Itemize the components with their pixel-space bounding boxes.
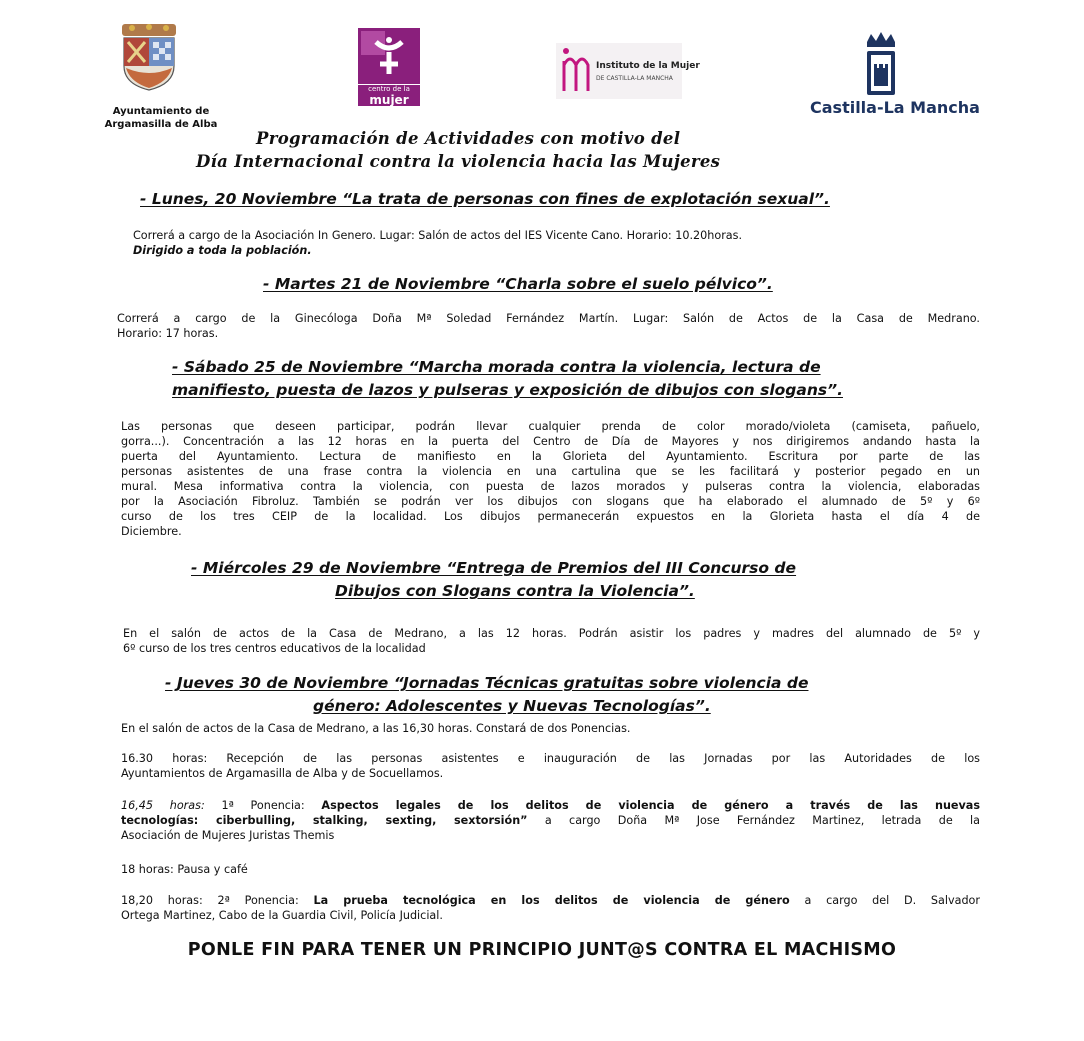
ponencia2-speaker: a cargo del D. Salvador	[789, 894, 980, 907]
instituto-m-icon	[558, 43, 594, 99]
instituto-line1: Instituto de la Mujer	[596, 61, 700, 71]
pause-line: 18 horas: Pausa y café	[121, 863, 248, 876]
ponencia1-time: 16,45 horas:	[121, 799, 205, 812]
event-jueves-reception	[121, 751, 980, 781]
event-jueves-ponencia2	[121, 893, 980, 923]
event-lunes-body	[133, 228, 980, 258]
event-sabado-title-line1: - Sábado 25 de Noviembre “Marcha morada contra la violencia, lectura de	[172, 358, 821, 376]
ponencia2-line2: Ortega Martinez, Cabo de la Guardia Civil, Policía Judicial.	[121, 909, 443, 922]
instituto-mujer-logo	[556, 43, 700, 99]
ponencia1-title-b: tecnologías: ciberbulling, stalking, sexting, sextorsión”	[121, 814, 528, 827]
centro-logo-big-text: mujer	[369, 93, 409, 107]
event-martes-line1: Correrá a cargo de la Ginecóloga Doña Mª Soledad Fernández Martín. Lugar: Salón de Actos de la Casa de Medrano.	[117, 312, 980, 325]
clm-name-text: Castilla-La Mancha	[810, 98, 980, 117]
event-sabado-body	[121, 419, 980, 539]
castilla-la-mancha-logo	[810, 32, 980, 122]
ponencia1-line3: Asociación de Mujeres Juristas Themis	[121, 829, 335, 842]
event-jueves-title-line2: género: Adolescentes y Nuevas Tecnologías”.	[313, 697, 711, 715]
centro-logo-small-text: centro de la	[368, 85, 410, 93]
event-jueves-pause	[121, 862, 980, 877]
event-jueves-reception-line1: 16.30 horas: Recepción de las personas asistentes e inauguración de las Jornadas por las Autoridades de los	[121, 752, 980, 765]
event-martes-body	[117, 311, 980, 341]
event-lunes-line1: Correrá a cargo de la Asociación In Genero. Lugar: Salón de actos del IES Vicente Cano. Horario: 10.20horas.	[133, 229, 743, 242]
instituto-line2: DE CASTILLA-LA MANCHA	[596, 75, 673, 82]
event-martes-title: - Martes 21 de Noviembre “Charla sobre el suelo pélvico”.	[263, 275, 773, 293]
event-miercoles-title-line1: - Miércoles 29 de Noviembre “Entrega de Premios del III Concurso de	[191, 559, 797, 577]
event-sabado-line: mural. Mesa informativa contra la violencia, con puesta de lazos morados y pulseras contra la violencia, elaboradas	[121, 480, 980, 493]
event-sabado-line: puerta del Ayuntamiento. Lectura de manifiesto en la Glorieta del Ayuntamiento. Escritura por parte de las	[121, 450, 980, 463]
event-miercoles-line1: En el salón de actos de la Casa de Medrano, a las 12 horas. Podrán asistir los padres y madres del alumnado de 5º y	[123, 627, 980, 640]
heading-line1: Programación de Actividades con motivo del	[256, 129, 681, 148]
closing-slogan: PONLE FIN PARA TENER UN PRINCIPIO JUNT@S CONTRA EL MACHISMO	[187, 940, 897, 960]
centro-mujer-logo	[358, 28, 420, 106]
event-jueves-ponencia1	[121, 798, 980, 843]
ponencia1-speaker: a cargo Doña Mª Jose Fernández Martinez, letrada de la	[527, 814, 981, 827]
ponencia2-title: La prueba tecnológica en los delitos de violencia de género	[313, 894, 790, 907]
ayuntamiento-caption-line1: Ayuntamiento de	[112, 106, 210, 117]
ponencia2-label: 18,20 horas: 2ª Ponencia:	[121, 894, 314, 907]
event-miercoles-body	[123, 626, 980, 656]
event-jueves-title-line1: - Jueves 30 de Noviembre “Jornadas Técnicas gratuitas sobre violencia de	[165, 674, 809, 692]
event-sabado-title-line2: manifiesto, puesta de lazos y pulseras y exposición de dibujos con slogans”.	[172, 381, 843, 399]
event-lunes-title: - Lunes, 20 Noviembre “La trata de personas con fines de explotación sexual”.	[140, 190, 830, 208]
ponencia1-title-a: Aspectos legales de los delitos de violencia de género a través de las nuevas	[321, 799, 980, 812]
event-miercoles-title-line2: Dibujos con Slogans contra la Violencia”.	[335, 582, 695, 600]
event-sabado-line: gorra...). Concentración a las 12 horas en la puerta del Centro de Día de Mayores y nos dirigiremos andando hasta la	[121, 435, 980, 448]
event-sabado-line: Las personas que deseen participar, podrán llevar cualquier prenda de color morado/violeta (camiseta, pañuelo,	[121, 420, 980, 433]
event-sabado-line: por la Asociación Fibroluz. También se podrán ver los dibujos con slogans que ha elaborado el alumnado de 5º y 6º	[121, 495, 980, 508]
heading-line2: Día Internacional contra la violencia hacia las Mujeres	[196, 152, 721, 171]
event-sabado-line: personas asistentes de una frase contra la violencia en una cartulina que se les facilitará y posterior pegado en un	[121, 465, 980, 478]
event-sabado-line: Diciembre.	[121, 525, 182, 538]
crown-castle-icon	[810, 32, 952, 98]
event-jueves-intro	[121, 721, 980, 736]
ponencia1-label: 1ª Ponencia:	[204, 799, 322, 812]
event-sabado-line: curso de los tres CEIP de la localidad. Los dibujos permanecerán expuestos en la Glorieta hasta el día 4 de	[121, 510, 980, 523]
event-jueves-intro-line: En el salón de actos de la Casa de Medrano, a las 16,30 horas. Constará de dos Ponencias.	[121, 722, 631, 735]
event-lunes-line2: Dirigido a toda la población.	[133, 244, 312, 257]
ayuntamiento-caption-line2: Argamasilla de Alba	[104, 119, 218, 130]
coat-of-arms-icon	[118, 22, 180, 92]
event-martes-line2: Horario: 17 horas.	[117, 327, 219, 340]
centro-mujer-symbol-icon	[358, 28, 420, 84]
event-jueves-reception-line2: Ayuntamientos de Argamasilla de Alba y de Socuellamos.	[121, 767, 444, 780]
event-miercoles-line2: 6º curso de los tres centros educativos de la localidad	[123, 642, 426, 655]
